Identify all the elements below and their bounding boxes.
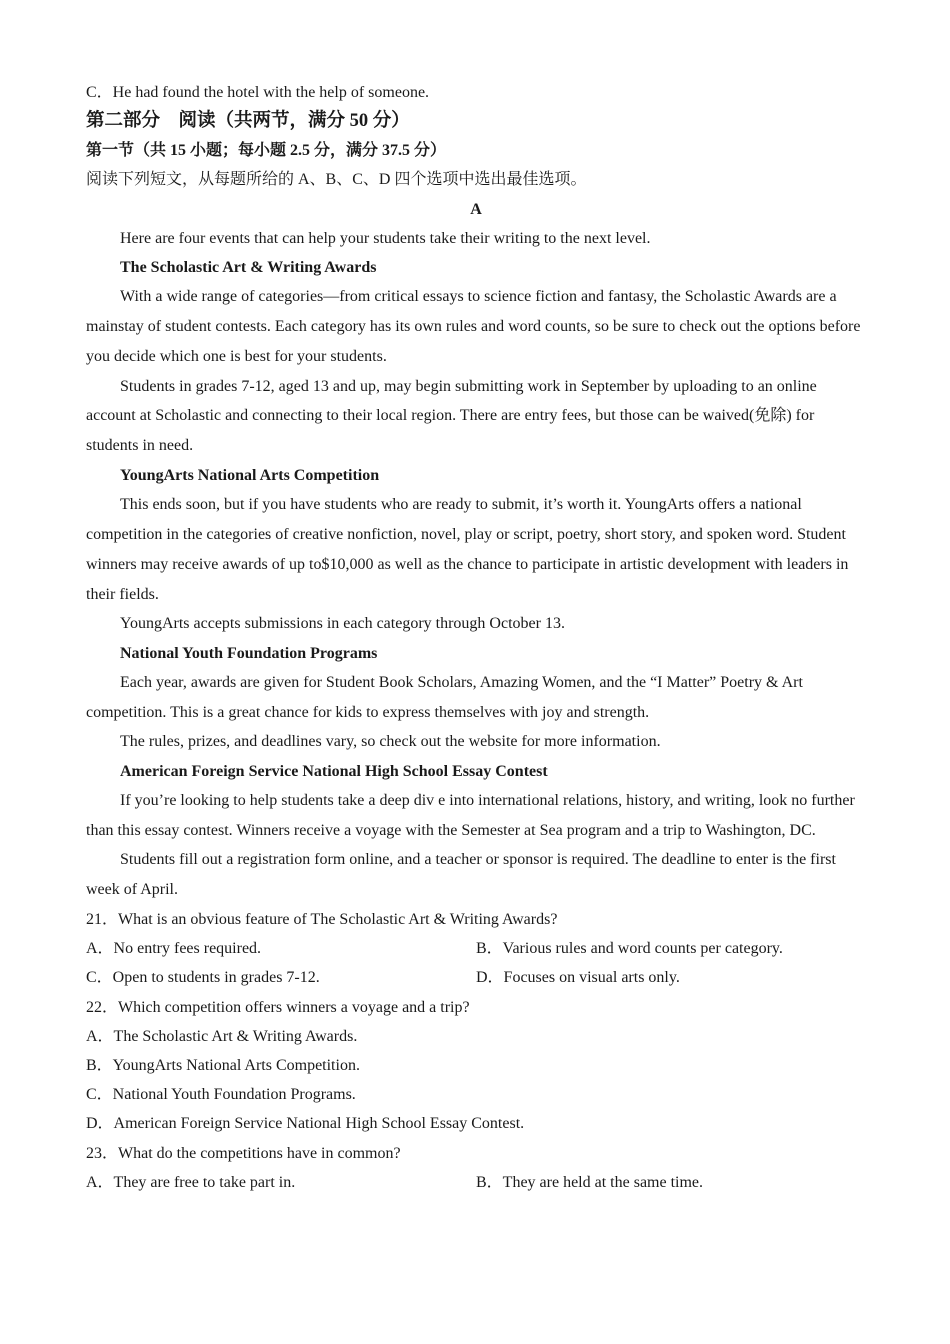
event-paragraph: The rules, prizes, and deadlines vary, so check out the website for more information. xyxy=(120,733,661,751)
event-paragraph: Each year, awards are given for Student Book Scholars, Amazing Women, and the “I Matter” Poetry & Art competition. This is a great chance for kids to express themselves with joy and strength. xyxy=(86,673,803,721)
question-stem: 23．What do the competitions have in common? xyxy=(86,1144,401,1162)
instructions: 阅读下列短文，从每题所给的 A、B、C、D 四个选项中选出最佳选项。 xyxy=(86,171,587,189)
answer-option[interactable]: B．They are held at the same time. xyxy=(476,1173,704,1191)
event-paragraph: With a wide range of categories—from critical essays to science fiction and fantasy, the Scholastic Awards are a mainstay of student contests. Each category has its own rules and word counts, so be sure to check out the options before you decide which one is best for your students. xyxy=(86,288,861,365)
event-paragraph: Students in grades 7-12, aged 13 and up, may begin submitting work in September by uploading to an online account at Scholastic and connecting to their local region. There are entry fees, but those can be waived(免除) for students in need. xyxy=(86,377,817,455)
answer-option[interactable]: B．YoungArts National Arts Competition. xyxy=(86,1057,360,1074)
answer-option[interactable]: A．They are free to take part in. xyxy=(86,1173,296,1191)
answer-option[interactable]: D．Focuses on visual arts only. xyxy=(476,969,680,987)
event-paragraph: Students fill out a registration form online, and a teacher or sponsor is required. The deadline to enter is the first week of April. xyxy=(86,851,836,899)
answer-option[interactable]: C．National Youth Foundation Programs. xyxy=(86,1086,356,1104)
event-paragraph: YoungArts accepts submissions in each category through October 13. xyxy=(120,615,565,633)
event-title: The Scholastic Art & Writing Awards xyxy=(120,259,377,277)
answer-option[interactable]: A．No entry fees required. xyxy=(86,940,262,958)
answer-option[interactable]: A．The Scholastic Art & Writing Awards. xyxy=(86,1027,358,1045)
option-row xyxy=(86,963,866,992)
passage-intro: Here are four events that can help your students take their writing to the next level. xyxy=(120,229,651,247)
document-page xyxy=(86,78,866,1197)
event-title: YoungArts National Arts Competition xyxy=(120,467,380,484)
answer-option[interactable]: D．American Foreign Service National High School Essay Contest. xyxy=(86,1115,525,1133)
event-title: National Youth Foundation Programs xyxy=(120,644,378,662)
previous-question-option-c: C．He had found the hotel with the help of someone. xyxy=(86,84,430,101)
event-paragraph: This ends soon, but if you have students who are ready to submit, it’s worth it. YoungArts offers a national competition in the categories of creative nonfiction, novel, play or script, poetry, short story, and spoken word. Student winners may receive awards of up to$10,000 as well as the chance to participate in artistic development with leaders in their fields. xyxy=(86,496,849,603)
passage-label: A xyxy=(470,200,482,218)
answer-option[interactable]: B．Various rules and word counts per category. xyxy=(476,940,783,958)
answer-option[interactable]: C．Open to students in grades 7-12. xyxy=(86,969,320,987)
option-row xyxy=(86,934,866,963)
event-title: American Foreign Service National High School Essay Contest xyxy=(120,762,548,780)
question-stem: 22．Which competition offers winners a voyage and a trip? xyxy=(86,998,470,1016)
event-paragraph: If you’re looking to help students take a deep div e into international relations, history, and writing, look no further than this essay contest. Winners receive a voyage with the Semester at Sea program and a trip to Washington, DC. xyxy=(86,791,855,839)
option-row xyxy=(86,1168,866,1197)
part-heading: 第二部分 阅读（共两节，满分 50 分） xyxy=(86,111,410,132)
question-stem: 21．What is an obvious feature of The Scholastic Art & Writing Awards? xyxy=(86,910,558,928)
section-heading: 第一节（共 15 小题；每小题 2.5 分，满分 37.5 分） xyxy=(86,142,447,160)
